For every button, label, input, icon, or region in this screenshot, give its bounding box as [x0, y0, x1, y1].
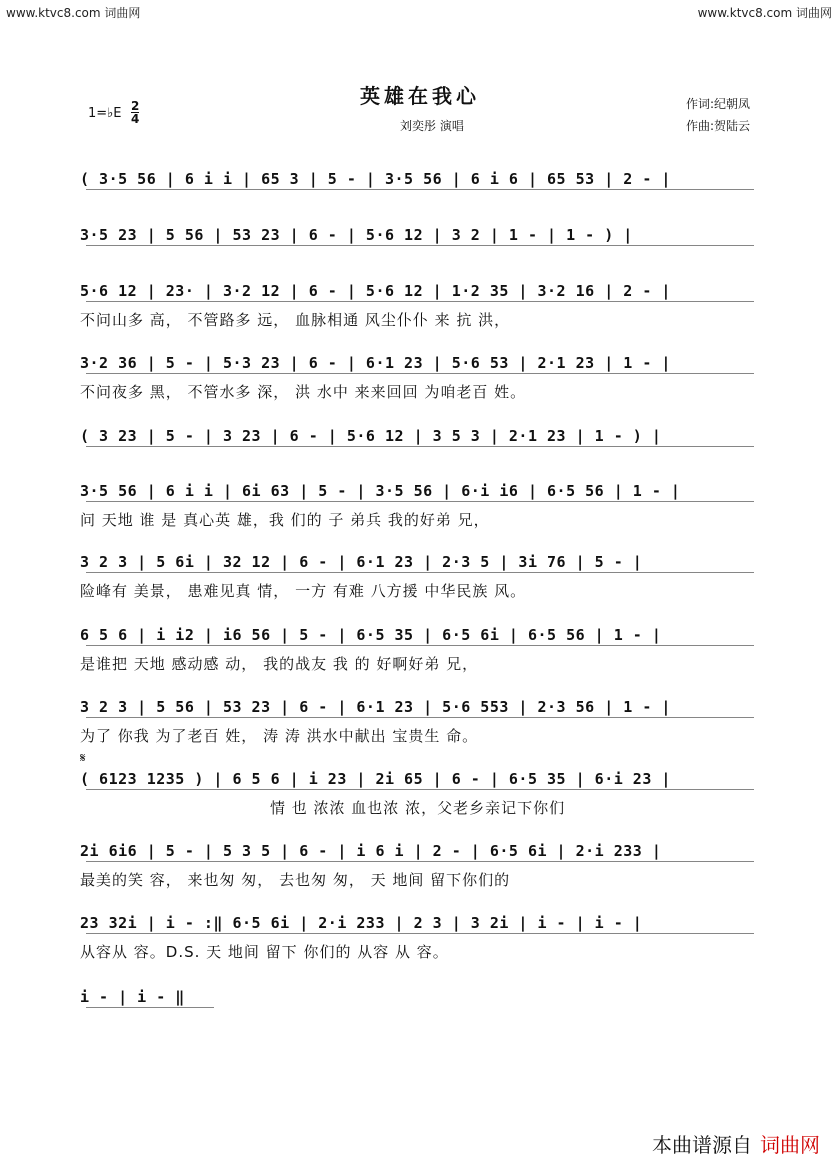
key-signature: 1=♭E — [88, 106, 122, 121]
watermark-right: www.ktvc8.com 词曲网 — [697, 6, 832, 20]
lyric-line: 最美的笑 容， 来也匆 匆， 去也匆 匆， 天 地间 留下你们的 — [80, 871, 511, 889]
source-brand — [652, 1129, 820, 1158]
composer: 作曲:贺陆云 — [686, 119, 751, 133]
notation-line: 3 2 3 | 5 56 | 53 23 | 6 - | 6·1 23 | 5·6 553 | 2·3 56 | 1 - | — [80, 696, 760, 718]
lyric-line: 情 也 浓浓 血也浓 浓，父老乡亲记下你们 — [270, 799, 566, 817]
notation-line: ( 3·5 56 | 6 i i | 65 3 | 5 - | 3·5 56 | 6 i 6 | 65 53 | 2 - | — [80, 168, 760, 190]
lyric-line: 从容从 容。D.S. 天 地间 留下 你们的 从容 从 容。 — [80, 943, 449, 961]
notation-line: 3·5 23 | 5 56 | 53 23 | 6 - | 5·6 12 | 3 2 | 1 - | 1 - ) | — [80, 224, 760, 246]
segno-mark: 𝄋 — [80, 751, 86, 766]
notation-line: ( 3 23 | 5 - | 3 23 | 6 - | 5·6 12 | 3 5 3 | 2·1 23 | 1 - ) | — [80, 425, 760, 447]
notation-line: 6 5 6 | i i2 | i6 56 | 5 - | 6·5 35 | 6·5 6i | 6·5 56 | 1 - | — [80, 624, 760, 646]
lyric-line: 为了 你我 为了老百 姓， 涛 涛 洪水中献出 宝贵生 命。 — [80, 727, 479, 745]
watermark-left: www.ktvc8.com 词曲网 — [6, 6, 141, 20]
lyric-line: 不问山多 高， 不管路多 远， 血脉相通 风尘仆仆 来 抗 洪， — [80, 311, 511, 329]
lyric-line: 问 天地 谁 是 真心英 雄，我 们的 子 弟兵 我的好弟 兄， — [80, 511, 490, 529]
notation-line: 2i 6i6 | 5 - | 5 3 5 | 6 - | i 6 i | 2 - | 6·5 6i | 2·i 233 | — [80, 840, 760, 862]
brand-label: 本曲谱源自 — [652, 1133, 752, 1157]
lyric-line: 是谁把 天地 感动感 动， 我的战友 我 的 好啊好弟 兄， — [80, 655, 479, 673]
meter-bottom: 4 — [131, 112, 140, 126]
notation-line: 5·6 12 | 23· | 3·2 12 | 6 - | 5·6 12 | 1·2 35 | 3·2 16 | 2 - | — [80, 280, 760, 302]
meter-top: 2 — [131, 99, 140, 113]
lyricist: 作词:纪朝凤 — [686, 97, 751, 111]
notation-line: 3·5 56 | 6 i i | 6i 63 | 5 - | 3·5 56 | 6·i i6 | 6·5 56 | 1 - | — [80, 480, 760, 502]
notation-line: 23 32i | i - :‖ 6·5 6i | 2·i 233 | 2 3 | 3 2i | i - | i - | — [80, 912, 760, 934]
notation-line: 3 2 3 | 5 6i | 32 12 | 6 - | 6·1 23 | 2·3 5 | 3i 76 | 5 - | — [80, 551, 760, 573]
performer: 刘奕彤 演唱 — [400, 119, 464, 133]
brand-site: 词曲网 — [760, 1133, 820, 1157]
time-signature — [131, 100, 139, 125]
notation-line: ( 6123 1235 ) | 6 5 6 | i 23 | 2i 65 | 6 - | 6·5 35 | 6·i 23 | — [80, 768, 760, 790]
notation-line: 3·2 36 | 5 - | 5·3 23 | 6 - | 6·1 23 | 5·6 53 | 2·1 23 | 1 - | — [80, 352, 760, 374]
song-title: 英雄在我心 — [360, 84, 480, 108]
notation-line: i - | i - ‖ — [80, 986, 220, 1008]
lyric-line: 险峰有 美景， 患难见真 情， 一方 有难 八方援 中华民族 风。 — [80, 582, 527, 600]
lyric-line: 不问夜多 黑， 不管水多 深， 洪 水中 来来回回 为咱老百 姓。 — [80, 383, 527, 401]
